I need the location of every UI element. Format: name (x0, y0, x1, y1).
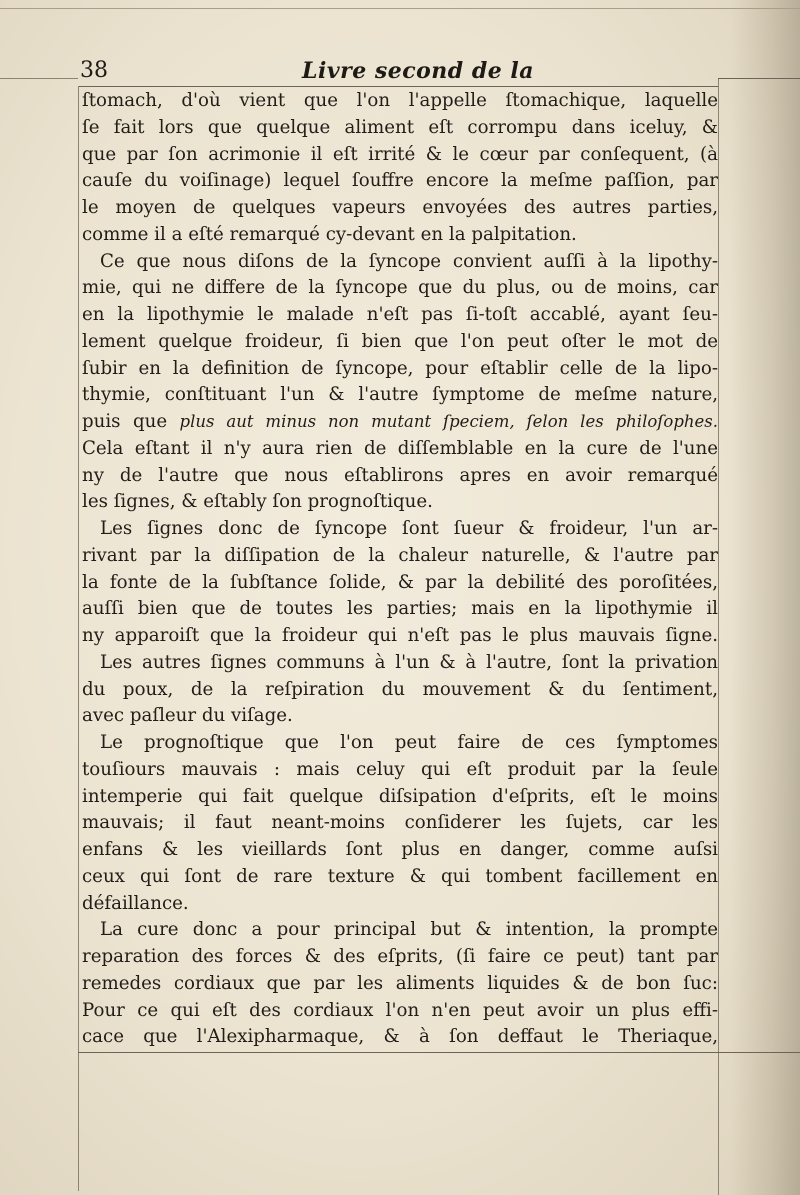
upper-right-rule (718, 78, 800, 79)
text-line (82, 409, 718, 436)
text-line: le moyen de quelques vapeurs envoyées des autres parties, (82, 197, 718, 218)
text-line: les ſignes, & eſtably ſon prognoſtique. (82, 491, 433, 513)
text-line: cace que l'Alexipharmaque, & à ſon deffaut le Theriaque, (82, 1026, 718, 1048)
text-segment: puis que (82, 411, 180, 432)
text-line: ceux qui ſont de rare texture & qui tombent facillement en (82, 865, 718, 887)
running-head: Livre second de la (302, 58, 534, 84)
text-line: comme il a eſté remarqué cy-devant en la palpitation. (82, 223, 577, 245)
text-line: Cela eſtant il n'y aura rien de diſſemblable en la cure de l'une (82, 437, 718, 459)
text-line: touſiours mauvais : mais celuy qui eſt produit par la ſeule (82, 758, 718, 780)
text-line: que par ſon acrimonie il eſt irrité & le cœur par conſequent, (à (82, 143, 718, 165)
text-line: défaillance. (82, 892, 189, 914)
upper-left-rule (0, 78, 78, 79)
text-line: du poux, de la reſpiration du mouvement & du ſentiment, (82, 678, 718, 700)
body-text (82, 88, 718, 1051)
text-line: ny apparoiſt que la froideur qui n'eſt pas le plus mauvais ſigne. (82, 625, 718, 646)
text-line: rivant par la diſſipation de la chaleur naturelle, & l'autre par (82, 544, 718, 566)
text-line: Le prognoſtique que l'on peut faire de ces ſymptomes (100, 732, 718, 753)
text-line: thymie, conſtituant l'un & l'autre ſymptome de meſme nature, (82, 384, 718, 406)
text-line: reparation des forces & des eſprits, (ſi faire ce peut) tant par (82, 946, 718, 967)
text-line: la fonte de la ſubſtance ſolide, & par la debilité des poroſitées, (82, 571, 718, 593)
text-line: La cure donc a pour principal but & intention, la prompte (100, 919, 718, 941)
text-line: ſtomach, d'où vient que l'on l'appelle ſtomachique, laquelle (82, 90, 718, 111)
text-line: remedes cordiaux que par les aliments liquides & de bon ſuc: (82, 972, 718, 994)
right-margin-rule (718, 78, 719, 1195)
page-header (80, 58, 720, 88)
text-line: mauvais; il faut neant-moins conſiderer les ſujets, car les (82, 812, 718, 834)
text-line: ſubir en la definition de ſyncope, pour eſtablir celle de la lipo- (82, 357, 718, 379)
text-line: Les ſignes donc de ſyncope ſont ſueur & froideur, l'un ar- (100, 518, 718, 539)
italic-quote: plus aut minus non mutant ſpeciem, ſelon les philoſophes. (179, 412, 718, 431)
text-line: ny de l'autre que nous eſtablirons apres en avoir remarqué (82, 464, 718, 486)
top-edge-rule (0, 8, 800, 9)
text-line: ſe fait lors que quelque aliment eſt corrompu dans iceluy, & (82, 116, 718, 138)
text-line: Les autres ſignes communs à l'un & à l'autre, ſont la privation (100, 651, 718, 673)
text-line: Ce que nous diſons de la ſyncope convient auſſi à la lipothy- (100, 250, 718, 272)
text-line: mie, qui ne differe de la ſyncope que du plus, ou de moins, car (82, 277, 718, 299)
text-line: en la lipothymie le malade n'eſt pas ſi-toſt accablé, ayant ſeu- (82, 304, 718, 325)
bottom-rule (78, 1052, 800, 1053)
text-line: cauſe du voiſinage) lequel ſouffre encore la meſme paſſion, par (82, 170, 718, 192)
text-line: intemperie qui fait quelque diſsipation d'eſprits, eſt le moins (82, 785, 718, 807)
text-line: Pour ce qui eſt des cordiaux l'on n'en peut avoir un plus effi- (82, 999, 718, 1021)
text-line: lement quelque froideur, ſi bien que l'on peut oſter le mot de (82, 330, 718, 352)
left-margin-rule (78, 86, 79, 1191)
page-edge-shadow (730, 0, 800, 1195)
text-line: avec paſleur du viſage. (82, 705, 293, 727)
text-line: enfans & les vieillards ſont plus en danger, comme auſsi (82, 839, 718, 860)
text-line: auſſi bien que de toutes les parties; mais en la lipothymie il (82, 598, 718, 620)
page-number: 38 (80, 58, 108, 83)
